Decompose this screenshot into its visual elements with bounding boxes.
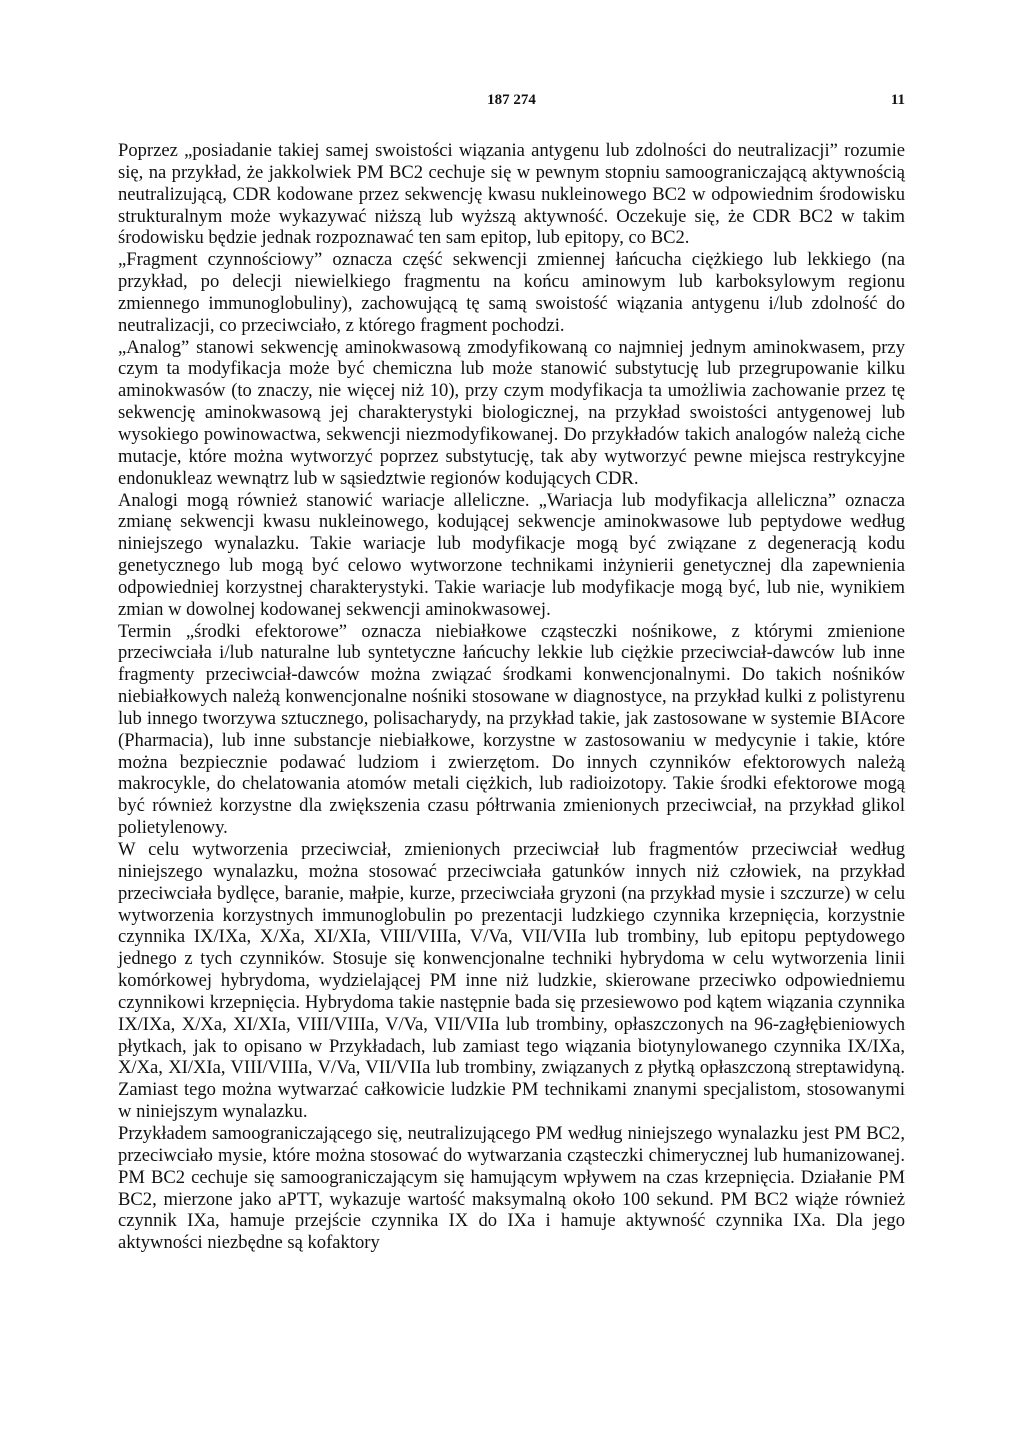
page-header bbox=[118, 92, 905, 116]
paragraph-functional-fragment: „Fragment czynnościowy” oznacza część sekwencji zmiennej łańcucha ciężkiego lub lekkiego (na przykład, po delecji niewielkiego fragmentu na końcu aminowym lub karboksylowym regionu zmiennego immunoglobuliny), zachowującą tę samą swoistość wiązania antygenu i/lub zdolność do neutralizacji, co przeciwciało, z którego fragment pochodzi. bbox=[118, 249, 905, 336]
paragraph-analog: „Analog” stanowi sekwencję aminokwasową zmodyfikowaną co najmniej jednym aminokwasem, przy czym ta modyfikacja może być chemiczna lub może stanowić substytucję lub przegrupowanie kilku aminokwasów (to znaczy, nie więcej niż 10), przy czym modyfikacja ta umożliwia zachowanie przez tę sekwencję aminokwasową jej charakterystyki biologicznej, na przykład swoistości antygenowej lub wysokiego powinowactwa, sekwencji niezmodyfikowanej. Do przykładów takich analogów należą ciche mutacje, które można wytworzyć poprzez substytucję, tak aby wytworzyć pewne miejsca restrykcyjne endonukleaz wewnątrz lub w sąsiedztwie regionów kodujących CDR. bbox=[118, 336, 905, 489]
paragraph-allelic-variation: Analogi mogą również stanowić wariacje alleliczne. „Wariacja lub modyfikacja alleliczna” oznacza zmianę sekwencji kwasu nukleinowego, kodującej sekwencje aminokwasowe lub peptydowe według niniejszego wynalazku. Takie wariacje lub modyfikacje mogą być związane z degeneracją kodu genetycznego lub mogą być celowo wytworzone technikami inżynierii genetycznej dla zapewnienia odpowiedniej korzystnej charakterystyki. Takie wariacje lub modyfikacje mogą być, lub nie, wynikiem zmian w dowolnej kodowanej sekwencji aminokwasowej. bbox=[118, 489, 905, 620]
paragraph-bc2-example: Przykładem samoograniczającego się, neutralizującego PM według niniejszego wynalazku jest PM BC2, przeciwciało mysie, które można stosować do wytwarzania cząsteczki chimerycznej lub humanizowanej. PM BC2 cechuje się samoograniczającym się hamującym wpływem na czas krzepnięcia. Działanie PM BC2, mierzone jako aPTT, wykazuje wartość maksymalną około 100 sekund. PM BC2 wiąże również czynnik IXa, hamuje przejście czynnika IX do IXa i hamuje aktywność czynnika IXa. Dla jego aktywności niezbędne są kofaktory bbox=[118, 1122, 905, 1254]
paragraph-effector-agents: Termin „środki efektorowe” oznacza niebiałkowe cząsteczki nośnikowe, z którymi zmienione przeciwciała i/lub naturalne lub syntetyczne łańcuchy lekkie lub ciężkie przeciwciał-dawców lub inne fragmenty przeciwciał-dawców można związać środkami konwencjonalnymi. Do takich nośników niebiałkowych należą konwencjonalne nośniki stosowane w diagnostyce, na przykład kulki z polistyrenu lub innego tworzywa sztucznego, polisacharydy, na przykład takie, jak zastosowane w systemie BIAcore (Pharmacia), lub inne substancje niebiałkowe, korzystne w zastosowaniu w medycynie i takie, które można bezpiecznie podawać ludziom i zwierzętom. Do innych czynników efektorowych należą makrocykle, do chelatowania atomów metali ciężkich, lub radioizotopy. Takie środki efektorowe mogą być również korzystne dla zwiększenia czasu półtrwania zmienionych przeciwciał, na przykład glikol polietylenowy. bbox=[118, 620, 905, 839]
patent-number: 187 274 bbox=[487, 92, 536, 108]
paragraph-antibody-production: W celu wytworzenia przeciwciał, zmienionych przeciwciał lub fragmentów przeciwciał według niniejszego wynalazku, można stosować przeciwciała gatunków innych niż człowiek, na przykład przeciwciała bydlęce, baranie, małpie, kurze, przeciwciała gryzoni (na przykład mysie i szczurze) w celu wytworzenia korzystnych immunoglobulin po prezentacji ludzkiego czynnika krzepnięcia, korzystnie czynnika IX/IXa, X/Xa, XI/XIa, VIII/VIIIa, V/Va, VII/VIIa lub trombiny, lub epitopu peptydowego jednego z tych czynników. Stosuje się konwencjonalne techniki hybrydoma w celu wytworzenia linii komórkowej hybrydoma, wydzielającej PM inne niż ludzkie, skierowane przeciwko odpowiedniemu czynnikowi krzepnięcia. Hybrydoma takie następnie bada się przesiewowo pod kątem wiązania czynnika IX/IXa, X/Xa, XI/XIa, VIII/VIIIa, V/Va, VII/VIIa lub trombiny, opłaszczonych na 96-zagłębieniowych płytkach, jak to opisano w Przykładach, lub zamiast tego wiązania biotynylowanego czynnika IX/IXa, X/Xa, XI/XIa, VIII/VIIIa, V/Va, VII/VIIa lub trombiny, związanych z płytką opłaszczoną streptawidyną. Zamiast tego można wytwarzać całkowicie ludzkie PM technikami znanymi specjalistom, stosowanymi w niniejszym wynalazku. bbox=[118, 839, 905, 1123]
paragraph-binding-definition: Poprzez „posiadanie takiej samej swoistości wiązania antygenu lub zdolności do neutralizacji” rozumie się, na przykład, że jakkolwiek PM BC2 cechuje się w pewnym stopniu samoograniczającą aktywnością neutralizującą, CDR kodowane przez sekwencję kwasu nukleinowego BC2 w odpowiednim środowisku strukturalnym może wykazywać niższą lub wyższą aktywność. Oczekuje się, że CDR BC2 w takim środowisku będzie jednak rozpoznawać ten sam epitop, lub epitopy, co BC2. bbox=[118, 140, 905, 249]
page-number: 11 bbox=[890, 92, 905, 108]
document-body bbox=[118, 140, 905, 1254]
